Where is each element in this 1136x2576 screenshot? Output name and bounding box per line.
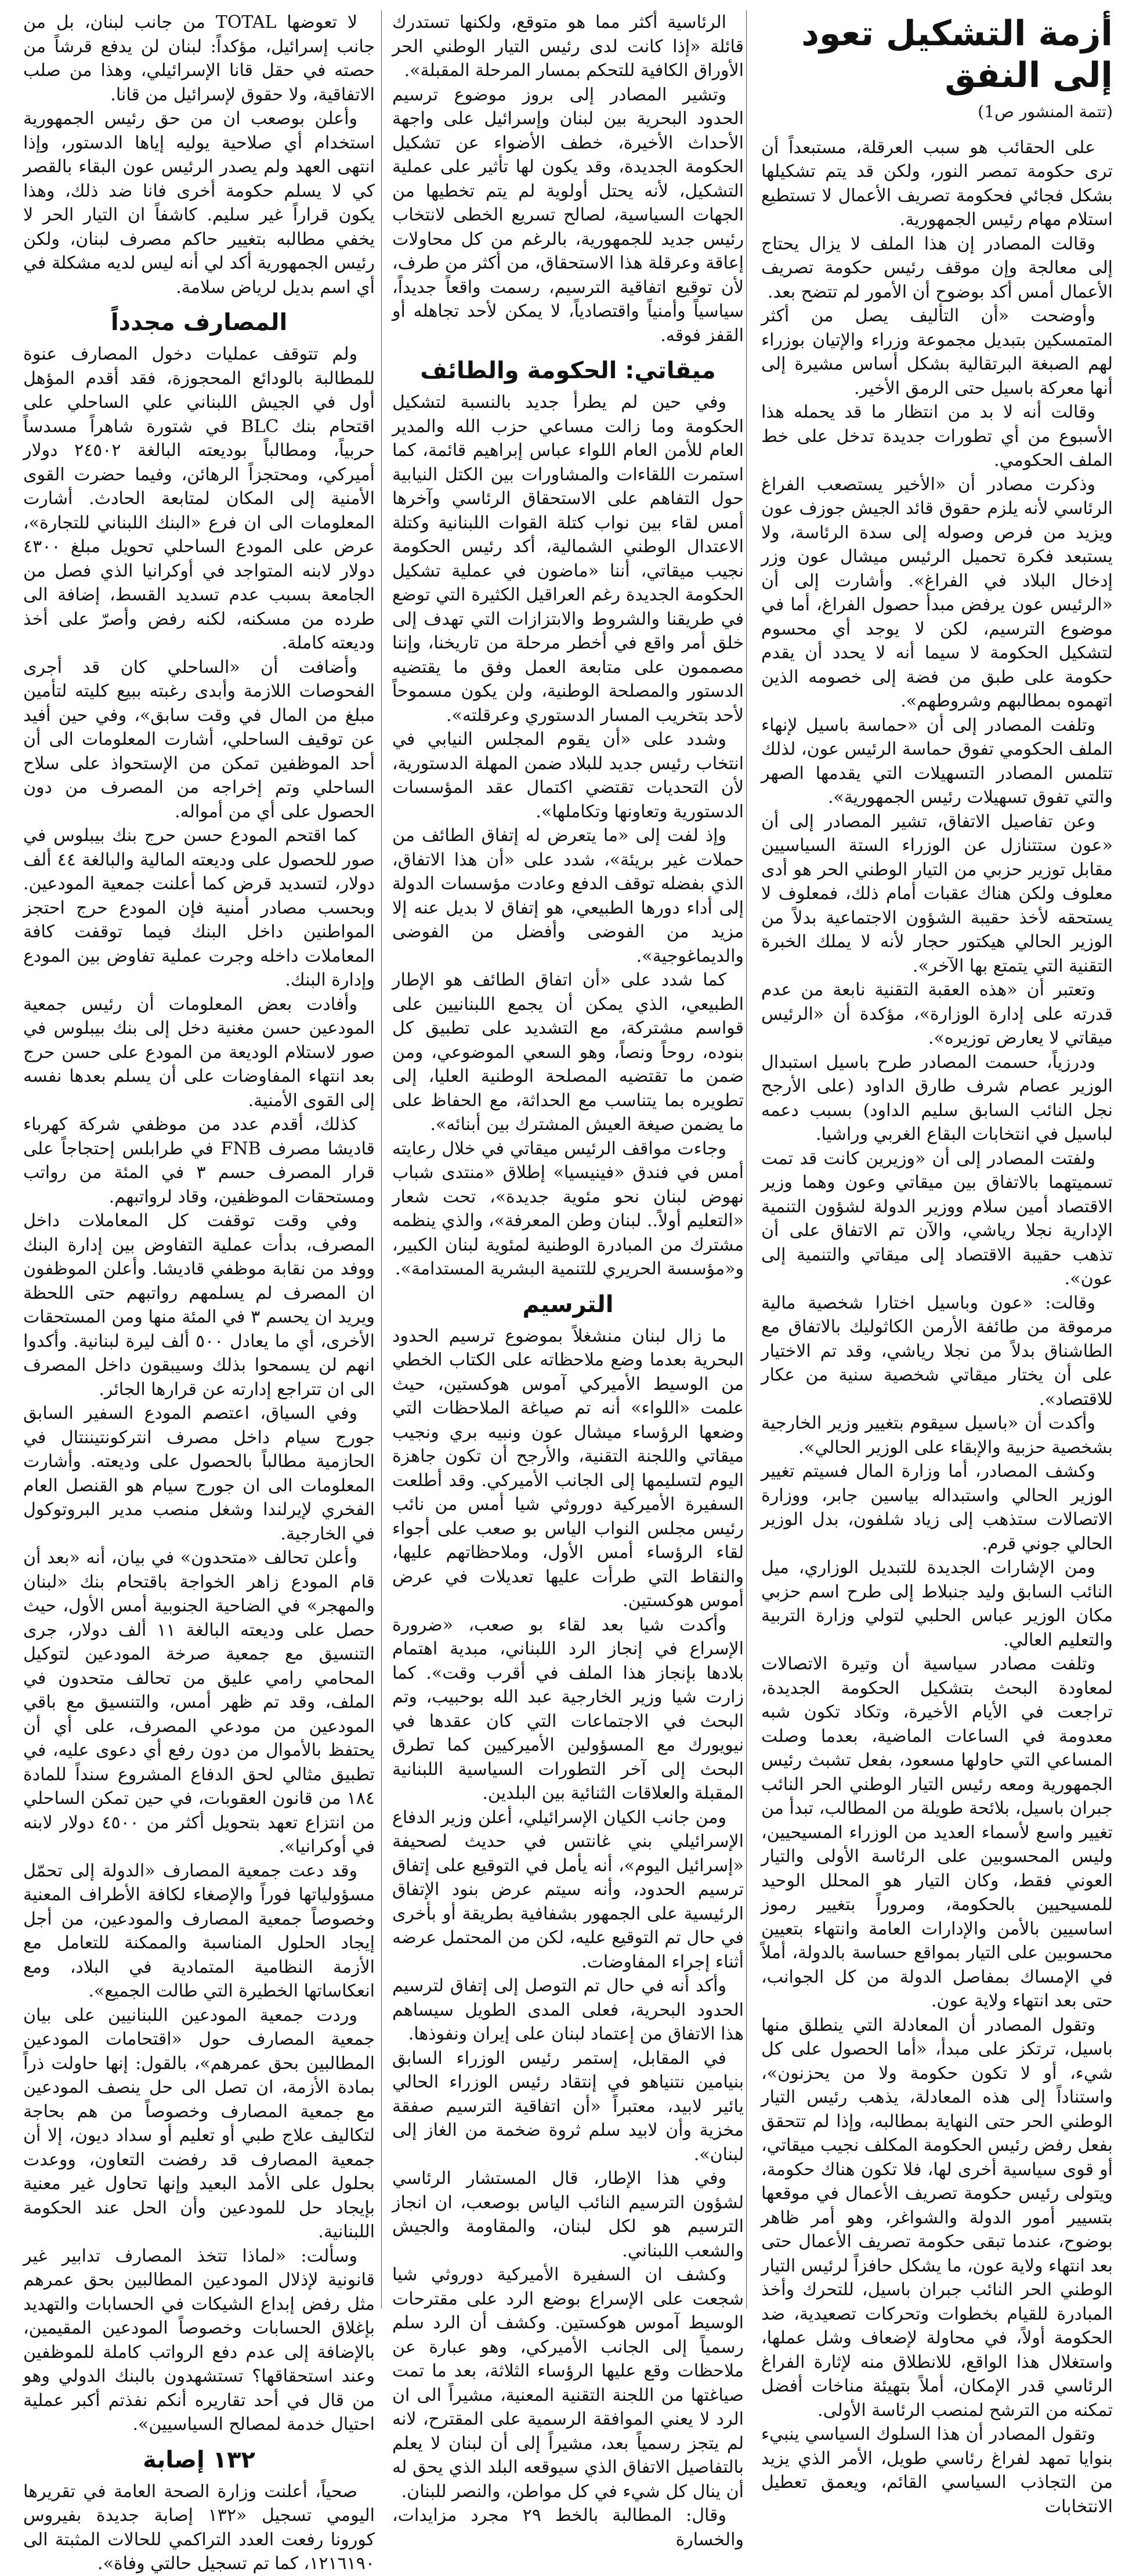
paragraph: وقال: المطالبة بالخط ٢٩ مجرد مزايدات، والخسارة — [392, 2505, 744, 2550]
paragraph: وتلفت مصادر سياسية أن وتيرة الاتصالات لمعاودة البحث بتشكيل الحكومة الجديدة، تراجعت في الأيام الأخيرة، وتكاد تكون شبه معدومة في الساعات الماضية، بعدما وصلت المساعي التي حاولها مسعود، بفعل تشبث رئيس الجمهورية ومعه رئيس التيار الوطني الحر النائب جبران باسيل، بلائحة طويلة من المطالب، تبدأ من تغيير واسع لأسماء العديد من الوزراء المسيحيين، وليس المحسوبين على الرئاسة الأولى والتيار العوني فقط، وكان التيار هو المحلل الوحيد للمسيحيين بالحكومة، ومروراً بتغيير رموز اساسيين بالأمن والإدارات العامة وانتهاء بتعيين محسوبين على التيار بمواقع حساسة بالدولة، أملاً في الإمساك بمفاصل الدولة من كل الجوانب، حتى بعد انتهاء ولاية عون. — [761, 1654, 1113, 2011]
paragraph: في المقابل، إستمر رئيس الوزراء السابق بنيامين نتنياهو في إنتقاد رئيس الوزراء الحالي يائير لابيد، معتبراً «أن اتفاقية الترسيم صفقة مخزية وأن لابيد سلم ثروة ضخمة من الغاز إلى لبنان». — [392, 2048, 744, 2165]
paragraph: وعن تفاصيل الاتفاق، تشير المصادر إلى أن «عون ستتنازل عن الوزراء الستة السياسيين مقابل توزير حزبي من التيار الوطني الحر هو أدى معلوف ولكن هناك عقبات أمام ذلك، فمعلوف لا يستحقه لأخذ حقيبة الشؤون الاجتماعية بدلاً من الوزير الحالي هيكتور حجار لأنه لا يملك الخبرة التقنية التي يتمتع بها الآخر». — [761, 811, 1113, 976]
column-middle — [392, 10, 744, 2576]
paragraph: وأكدت شيا بعد لقاء بو صعب، «ضرورة الإسراع في إنجاز الرد اللبناني، مبدية اهتمام بلادها بإنجاز هذا الملف في أقرب وقت». كما زارت شيا وزير الخارجية عبد الله بوحبيب، وتم البحث في الاجتماعات التي كان عقدها في نيويورك مع المسؤولين الأميركيين كما تطرق البحث إلى آخر التطورات السياسية اللبنانية المقبلة والعلاقات الثنائية بين البلدين. — [392, 1614, 744, 1803]
paragraph: ومن الإشارات الجديدة للتبديل الوزاري، ميل النائب السابق وليد جنبلاط إلى طرح اسم حزبي مكان الوزير عباس الحلبي لتولي وزارة التربية والتعليم العالي. — [761, 1557, 1113, 1650]
paragraph: وأعلن بوصعب ان من حق رئيس الجمهورية استخدام أي صلاحية يوليه إياها الدستور، وإذا انتهى العهد ولم يصدر الرئيس عون البقاء بالقصر كي لا يسلم حكومة أخرى فانا ضد ذلك، وهذا يكون قراراً غير سليم. كاشفاً ان التيار الحر لا يخفي مطالبه بتغيير حاكم مصرف لبنان، ولكن رئيس الجمهورية أكد لي أنه ليس لديه مشكلة في أي اسم بديل لرياض سلامة. — [23, 108, 375, 298]
article-body-left-mid — [23, 342, 375, 2437]
paragraph: ودرزياً، حسمت المصادر طرح باسيل استبدال الوزير عصام شرف طارق الداود (على الأرجح نجل النائب السابق سليم الداود) بسبب دعمه لباسيل في انتخابات البقاع الغربي وراشيا. — [761, 1052, 1113, 1144]
subhead-mikati: ميقاتي: الحكومة والطائف — [420, 357, 716, 384]
article-body-left-top — [23, 10, 375, 299]
paragraph: وفي حين لم يطرأ جديد بالنسبة لتشكيل الحكومة وما زالت مساعي حزب الله والمدير العام للأمن العام اللواء عباس إبراهيم قائمة، كما استمرت اللقاءات والمشاورات بين الكتل النيابية حول التفاهم على الاستحقاق الرئاسي وآخرها أمس لقاء بين نواب كتلة القوات اللبنانية وكتلة الاعتدال الوطني الشمالية، أكد رئيس الحكومة نجيب ميقاتي، أننا «ماضون في عملية تشكيل الحكومة الجديدة رغم العراقيل الكثيرة التي توضع في طريقنا والشروط والابتزازات التي تهدف إلى خلق أمر واقع في أخطر مرحلة من تاريخنا، وإننا مصممون على متابعة العمل وفق ما يقتضيه الدستور والمصلحة الوطنية، ولن يكون مسموحاً لأحد بتخريب المسار الدستوري وعرقلته». — [392, 392, 744, 726]
paragraph: وفي السياق، اعتصم المودع السفير السابق جورج سيام داخل مصرف انتركونتيننتال في الحازمية مطالباً بالحصول على وديعته. وأشارت المعلومات الى ان جورج سيام هو القنصل العام الفخري لإيرلندا وشغل منصب مدير البروتوكول في الخارجية. — [23, 1403, 375, 1544]
paragraph: وشدد على «أن يقوم المجلس النيابي في انتخاب رئيس جديد للبلاد ضمن المهلة الدستورية، لأن التحديات تقتضي اكتمال عقد المؤسسات الدستورية وتعاونها وتكاملها». — [392, 729, 744, 822]
paragraph: على الحقائب هو سبب العرقلة، مستبعداً أن ترى حكومة تمصر النور، ولكن قد يتم تشكيلها بشكل فجائي فحكومة تصريف الأعمال لا تستطيع استلام مهام رئيس الجمهورية. — [761, 137, 1113, 230]
article-body-right — [761, 136, 1113, 2519]
paragraph: ومن جانب الكيان الإسرائيلي، أعلن وزير الدفاع الإسرائيلي بني غانتس في حديث لصحيفة «إسرائيل اليوم»، أنه يأمل في التوقيع على إتفاق ترسيم الحدود، وأنه سيتم عرض بنود الإتفاق الرئيسية على الجمهور بشفافية بطريقة أو بأخرى في حال تم التوقيع عليه، لكن من المحتمل عرضه أثناء إجراء المفاوضات. — [392, 1807, 744, 1972]
paragraph: وقالت المصادر إن هذا الملف لا يزال يحتاج إلى معالجة وإن موقف رئيس حكومة تصريف الأعمال أمس أكد بوضوح أن الأمور لم تتضح بعد. — [761, 233, 1113, 302]
paragraph: وذكرت مصادر أن «الأخير يستصعب الفراغ الرئاسي لأنه يلزم حقوق قائد الجيش جوزف عون ويزيد من فرص وصوله إلى سدة الرئاسة، ولا يستبعد فكرة تحميل الرئيس ميشال عون وزر إدخال البلاد في الفراغ». وأشارت إلى أن «الرئيس عون يرفض مبدأ حصول الفراغ، أما في موضوع الترسيم، لكن لا يوجد أي محسوم لتشكيل الحكومة لا سيما أنه لا يحدد أن يقدم حكومة على طبق من فضة إلى خصومه الذين اتهموه بمطالبهم وشروطهم». — [761, 474, 1113, 711]
paragraph: وأكد أنه في حال تم التوصل إلى إتفاق لترسيم الحدود البحرية، فعلى المدى الطويل سيساهم هذا الاتفاق من إعتماد لبنان على إيران ونفوذها. — [392, 1976, 744, 2044]
column-divider — [381, 10, 382, 2309]
paragraph: وقد دعت جمعية المصارف «الدولة إلى تحمّل مسؤولياتها فوراً والإصغاء لكافة الأطراف المعنية وخصوصاً جمعية المصارف والمودعين، من أجل إيجاد الحلول المناسبة والممكنة للتعامل مع الأزمة النظامية المتمادية في البلاد، ومع انعكاساتها الخطيرة التي طالت الجميع». — [23, 1860, 375, 2001]
paragraph: وأفادت بعض المعلومات أن رئيس جمعية المودعين حسن مغنية دخل إلى بنك بيبلوس في صور لاستلام الوديعة من المودع على حسن حرج بعد انتهاء المفاوضات على أن يسلم بعدها نفسه إلى القوى الأمنية. — [23, 994, 375, 1111]
paragraph: كما شدد على «أن اتفاق الطائف هو الإطار الطبيعي، الذي يمكن أن يجمع اللبنانيين على قواسم مشتركة، مع التشديد على تطبيق كل بنوده، روحاً ونصاً، وهو السعي الموضوعي، ومن ضمن ما تقتضيه المصلحة الوطنية العليا، إلى تطويره بما يتناسب مع الحداثة، مع الحفاظ على ما يضمن صيغة العيش المشترك بين أبنائه». — [392, 970, 744, 1135]
paragraph: صحياً، أعلنت وزارة الصحة العامة في تقريرها اليومي تسجيل «١٣٢ إصابة جديدة بفيروس كورونا رفعت العدد التراكمي للحالات المثبتة الى ١٢١٦١٩٠، كما تم تسجيل حالتي وفاة». — [23, 2481, 375, 2574]
paragraph: لا تعوضها TOTAL من جانب لبنان، بل من جانب إسرائيل، مؤكداً: لبنان لن يدفع قرشاً من حصته في حقل قانا الإسرائيلي، وهذا من صلب الاتفاقية، ولا حقوق لإسرائيل من قانا. — [23, 12, 375, 105]
subhead-banks: المصارف مجدداً — [110, 309, 288, 336]
column-left — [23, 10, 375, 2576]
paragraph: وتعتبر أن «هذه العقبة التقنية نابعة من عدم قدرته على إدارة الوزارة»، مؤكدة أن «الرئيس ميقاتي لا يعارض توزيره». — [761, 980, 1113, 1048]
subhead-demarcation: الترسيم — [522, 1291, 614, 1318]
paragraph: وأعلن تحالف «متحدون» في بيان، أنه «بعد أن قام المودع زاهر الخواجة باقتحام بنك «لبنان والمهجر» في الضاحية الجنوبية أمس الأول، حيث حصل على وديعته البالغة ١١ ألف دولار، جرى التنسيق مع جمعية صرخة المودعين لتوكيل المحامي رامي عليق من تحالف متحدون في الملف، وقد تم ظهر أمس، والتنسيق مع باقي المودعين من مودعي المصرف، على أي أن يحتفظ بالأموال من دون رفع أي دعوى عليه، في تطبيق مثالي لحق الدفاع المشروع سنداً للمادة ١٨٤ من قانون العقوبات، في حين تمكن الساحلي من انتزاع تعهد بتحويل أكثر من ٤٥٠٠ دولار لابنه في أوكرانيا». — [23, 1548, 375, 1857]
paragraph: وقالت أنه لا بد من انتظار ما قد يحمله هذا الأسبوع من أي تطورات جديدة تدخل على خط الملف الحكومي. — [761, 402, 1113, 470]
article-headline: أزمة التشكيل تعود إلى النفق — [801, 13, 1113, 96]
paragraph: وأكدت أن «باسيل سيقوم بتغيير وزير الخارجية بشخصية حزبية والإبقاء على الوزير الحالي». — [761, 1413, 1113, 1458]
paragraph: كما اقتحم المودع حسن حرج بنك بيبلوس في صور للحصول على وديعته المالية والبالغة ٤٤ ألف دولار، لتسديد قرض كما أعلنت جمعية المودعين. وبحسب مصادر أمنية فإن المودع حرج احتجز المواطنين داخل البنك فيما توقفت كافة المعاملات داخله وجرت عملية تفاوض بين المودع وإدارة البنك. — [23, 825, 375, 990]
paragraph: وتقول المصادر أن المعادلة التي ينطلق منها باسيل، ترتكز على مبدأ، «أما الحصول على كل شيء، أو لا تكون حكومة ولا من يحزنون»، واستناداً إلى هذه المعادلة، يذهب رئيس التيار الوطني الحر حتى النهاية بمطالبه، وإذا لم تتحقق بفعل رفض رئيس الحكومة المكلف نجيب ميقاتي، أو قوى سياسية أخرى لها، فلا تكون هناك حكومة، ويتولى رئيس حكومة تصريف الأعمال في موقعها بتسيير أمور الدولة والشواغر، وهو أمر ظاهر بوضوح، عندما تبقى حكومة تصريف الأعمال حتى بعد انتهاء ولاية عون، ما يشكل حافزاً لرئيس التيار الوطني الحر النائب جبران باسيل، للتحرك وأخذ المبادرة للقيام بخطوات وتحركات تصعيدية، ضد الحكومة أولاً، في محاولة لإضعاف وشل عملها، واستغلال هذا الواقع، للانطلاق منه لإثارة الفراغ الرئاسي قدر الإمكان، أملاً بتهيئة مناخات أفضل تمكنه من الترشح لمنصب الرئاسة الأولى. — [761, 2015, 1113, 2421]
paragraph: وتلفت المصادر إلى أن «حماسة باسيل لإنهاء الملف الحكومي تفوق حماسة الرئيس عون، لذلك تتلمس المصادر التسهيلات التي يقدمها الصهر والتي تفوق تسهيلات رئيس الجمهورية». — [761, 715, 1113, 807]
column-right — [761, 10, 1113, 2576]
paragraph: وقالت: «عون وباسيل اختارا شخصية مالية مرموقة من طائفة الأرمن الكاثوليك بالاتفاق مع الطاشناق بدلاً من نجلا رياشي، وقد تم الاختيار على أن يختار ميقاتي شخصية سنية من عكار للاقتصاد». — [761, 1292, 1113, 1410]
article-body-middle-bottom — [392, 1324, 744, 2552]
paragraph: الرئاسية أكثر مما هو متوقع، ولكنها تستدرك قائلة «إذا كانت لدى رئيس التيار الوطني الحر الأوراق الكافية للتحكم بمسار المرحلة المقبلة». — [392, 12, 744, 81]
paragraph: ولفتت المصادر إلى أن «وزيرين كانت قد تمت تسميتهما بالاتفاق بين ميقاتي وعون وهما وزير الاقتصاد أمين سلام ووزير الدولة لشؤون التنمية الإدارية نجلا رياشي، والآن تم الاتفاق على أن تذهب حقيبة الاقتصاد إلى ميقاتي والتنمية إلى عون». — [761, 1148, 1113, 1289]
paragraph: ما زال لبنان منشغلاً بموضوع ترسيم الحدود البحرية بعدما وضع ملاحظاته على الكتاب الخطي من الوسيط الأميركي آموس هوكستين، حيث علمت «اللواء» أنه تم صياغة الملاحظات التي وضعها الرؤساء ميشال عون ونبيه بري ونجيب ميقاتي واللجنة التقنية، والأرجح أن تكون جاهزة اليوم لتسليمها إلى الجانب الأميركي. وقد أطلعت السفيرة الأميركية دوروثي شيا أمس من نائب رئيس مجلس النواب الياس بو صعب على أجواء لقاء الرؤساء أمس الأول، وملاحظاتهم عليها، والنقاط التي طرأت عليها تعديلات في عرض أموس هوكستين. — [392, 1325, 744, 1611]
column-divider — [746, 10, 747, 2309]
paragraph: وكشف المصادر، أما وزارة المال فسيتم تغيير الوزير الحالي واستبداله بياسين جابر، ووزارة الاتصالات ستذهب إلى زياد شلفون، بدل الوزير الحالي جوني قرم. — [761, 1461, 1113, 1554]
paragraph: وفي وقت توقفت كل المعاملات داخل المصرف، بدأت عملية التفاوض بين إدارة البنك ووفد من نقابة موظفي قاديشا. وأعلن الموظفون ان المصرف لم يسلمهم رواتبهم حتى اللحظة ويريد ان يحسم ٣ في المئة منها ومن المستحقات الأخرى، أي ما يعادل ٥٠٠ ألف ليرة لبنانية. وأكدوا انهم لن يسمحوا بذلك وسيبقون داخل المصرف الى ان تتراجع إدارته عن قرارها الجائر. — [23, 1211, 375, 1400]
paragraph: وإذ لفت إلى «ما يتعرض له إتفاق الطائف من حملات غير بريئة»، شدد على «أن هذا الاتفاق، الذي بفضله توقف الدفع وعادت مؤسسات الدولة إلى أداء دورها الطبيعي، هو إتفاق لا بديل عنه إلا مزيد من الفوضى وأفضل من الفوضى والديماغوجية». — [392, 825, 744, 966]
paragraph: وسألت: «لماذا تتخذ المصارف تدابير غير قانونية لإذلال المودعين المطالبين بحق عمرهم مثل رفض إبداع الشيكات في الحسابات والتهديد بإغلاق الحسابات وخصوصاً المودعين المقيمين، بالإضافة إلى عدم دفع الرواتب كاملة للموظفين وعند استحقاقها؟ تستشهدون بالبنك الدولي وهو من قال في أحد تقاريره أنكم نفذتم أكبر عملية احتيال خدمة لمصالح السياسيين». — [23, 2245, 375, 2434]
paragraph: وأوضحت «أن التأليف يصل من أكثر المتمسكين بتبديل مجموعة وزراء والإتيان بوزراء لهم الصبغة البرتقالية بشكل أساس مشيرة إلى أنها معركة باسيل حتى الرمق الأخير. — [761, 306, 1113, 398]
paragraph: ولم تتوقف عمليات دخول المصارف عنوة للمطالبة بالودائع المحجوزة، فقد أقدم المؤهل أول في الجيش اللبناني علي الساحلي على اقتحام بنك BLC في شتورة شاهراً مسدساً حربياً، ومطالباً بوديعته البالغة ٢٤٥٠٢ دولار أميركي، ومحتجزاً الرهائن، وفيما حضرت القوى الأمنية إلى المكان لمتابعة الحادث. أشارت المعلومات الى ان فرع «البنك اللبناني للتجارة»، عرض على المودع الساحلي تحويل مبلغ ٤٣٠٠ دولار لابنه المتواجد في أوكرانيا الذي فصل من الجامعة بسبب عدم تسديد القسط، إضافة الى طرده من مسكنه، لكنه رفض وأصرّ على أخذ وديعته كاملة. — [23, 344, 375, 653]
continuation-note: (تتمة المنشور ص1) — [978, 102, 1113, 121]
paragraph: وتشير المصادر إلى بروز موضوع ترسيم الحدود البحرية بين لبنان وإسرائيل على واجهة الأحداث الأخيرة، خطف الأضواء عن تشكيل الحكومة الجديدة، وقد يكون لها تأثير على عملية التشكيل، لأنه يحتل أولوية لم يتم تخطيها من الجهات السياسية، لصالح تسريع الخطى لانتخاب رئيس جديد للجمهورية، بالرغم من كل محاولات إعاقة وعرقلة هذا الاستحقاق، من أكثر من طرف، لأن توقيع اتفاقية الترسيم، رسمت واقعاً جديداً، سياسياً وأمنياً واقتصادياً، لا يمكن لأحد تجاهله أو القفز فوقه. — [392, 84, 744, 346]
paragraph: وتقول المصادر أن هذا السلوك السياسي ينبيء بنوايا تمهد لفراغ رئاسي طويل، الأمر الذي يزيد من التجاذب السياسي القائم، ويعمق تعطيل الانتخابات — [761, 2424, 1113, 2517]
paragraph: وأضافت أن «الساحلي كان قد أجرى الفحوصات اللازمة وأبدى رغبته ببيع كليته لتأمين مبلغ من المال في وقت سابق»، وفي حين أفيد عن توقيف الساحلي، أشارت المعلومات الى أن أحد الموظفين تمكن من الإستحواذ على سلاح الساحلي وتم إخراجه من المصرف من دون الحصول على أي من أمواله. — [23, 657, 375, 822]
article-body-left-bottom — [23, 2480, 375, 2576]
paragraph: وفي هذا الإطار، قال المستشار الرئاسي لشؤون الترسيم النائب الياس بوصعب، ان انجاز الترسيم هو لكل لبنان، والمقاومة والجيش والشعب اللبناني. — [392, 2168, 744, 2261]
paragraph: وردت جمعية المودعين اللبنانيين على بيان جمعية المصارف حول «اقتحامات المودعين المطالبين بحق عمرهم»، بالقول: إنها حاولت ذراً بمادة الأزمة، ان تصل الى حل ينصف المودعين مع جمعية المصارف وخصوصاً من هم بحاجة لتكاليف علاج طبي أو تعليم أو سداد ديون، إلا أن جمعية المصارف قد رفضت التعاون، ووعدت بحلول على الأمد البعيد وإنها تحاول غير معنية بإيجاد حل للمودعين وأن الحل عند الحكومة اللبنانية. — [23, 2005, 375, 2242]
article-body-middle-mid — [392, 390, 744, 1281]
paragraph: وكشف ان السفيرة الأميركية دوروثي شيا شجعت على الإسراع بوضع الرد على مقترحات الوسيط آموس هوكستين. وكشف أن الرد سلم رسمياً إلى الجانب الأميركي، وهو عبارة عن ملاحظات وقع عليها الرؤساء الثلاثة، بعد ما تمت صياغتها من اللجنة التقنية المعنية، مشيراً الى ان الرد لا يعني الموافقة الرسمية على المقترح، لانه لم يتجز رسمياً بعد، مشيراً إلى أن لبنان لا يعلم بالتفاصيل الاتفاق الذي سيوقعه البلد الذي يحق له أن ينال كل شيء في كل مواطن، والنصر للبنان. — [392, 2265, 744, 2502]
paragraph: وجاءت مواقف الرئيس ميقاتي في خلال رعايته أمس في فندق «فينيسيا» إطلاق «منتدى شباب نهوض لبنان نحو مئوية جديدة»، تحت شعار «التعليم أولاً.. لبنان وطن المعرفة»، والذي ينظمه مشترك من المبادرة الوطنية لمئوية لبنان الكبير، و«مؤسسة الحريري للتنمية البشرية المستدامة». — [392, 1138, 744, 1279]
article-body-middle-top — [392, 10, 744, 347]
subhead-cases: ١٣٢ إصابة — [143, 2446, 255, 2473]
paragraph: كذلك، أقدم عدد من موظفي شركة كهرباء قاديشا مصرف FNB في طرابلس إحتجاجاً على قرار المصرف حسم ٣ في المئة من رواتب ومستحقات الموظفين، وقاد لرواتبهم. — [23, 1114, 375, 1207]
